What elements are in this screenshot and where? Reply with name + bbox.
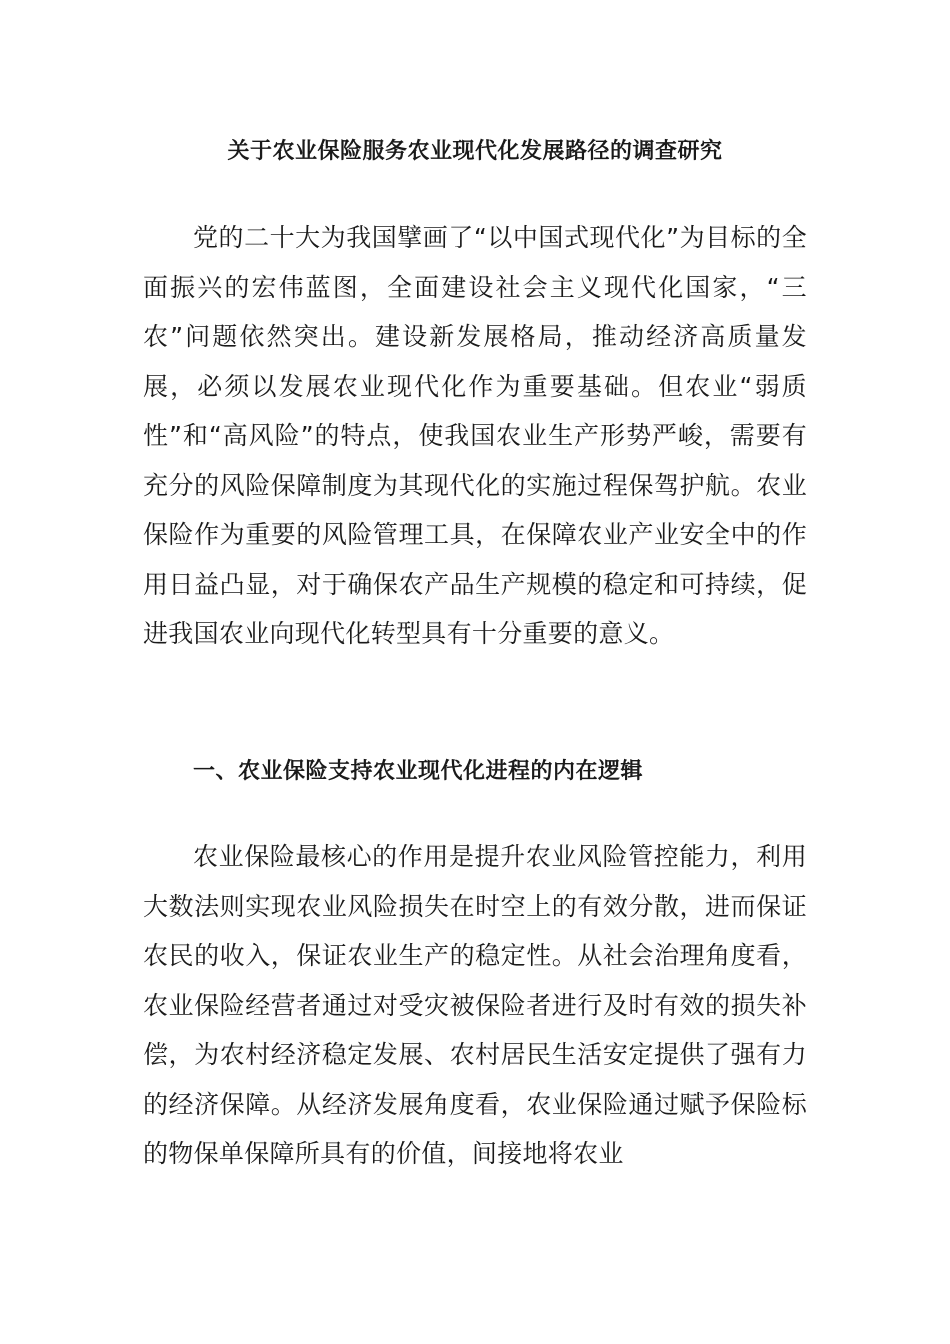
section-1-heading: 一、农业保险支持农业现代化进程的内在逻辑 (193, 759, 644, 784)
intro-paragraph: 党的二十大为我国擘画了“以中国式现代化”为目标的全面振兴的宏伟蓝图，全面建设社会主义现代化国家，“三农”问题依然突出。建设新发展格局，推动经济高质量发展，必须以发展农业现代化作为重要基础。但农业“弱质性”和“高风险”的特点，使我国农业生产形势严峻，需要有充分的风险保障制度为其现代化的实施过程保驾护航。农业保险作为重要的风险管理工具，在保障农业产业安全中的作用日益凸显，对于确保农产品生产规模的稳定和可持续，促进我国农业向现代化转型具有十分重要的意义。 (143, 223, 807, 648)
document-title: 关于农业保险服务农业现代化发展路径的调查研究 (227, 139, 723, 164)
section-1-paragraph: 农业保险最核心的作用是提升农业风险管控能力，利用大数法则实现农业风险损失在时空上的有效分散，进而保证农民的收入，保证农业生产的稳定性。从社会治理角度看，农业保险经营者通过对受灾被保险者进行及时有效的损失补偿，为农村经济稳定发展、农村居民生活安定提供了强有力的经济保障。从经济发展角度看，农业保险通过赋予保险标的物保单保障所具有的价值，间接地将农业 (143, 842, 807, 1168)
